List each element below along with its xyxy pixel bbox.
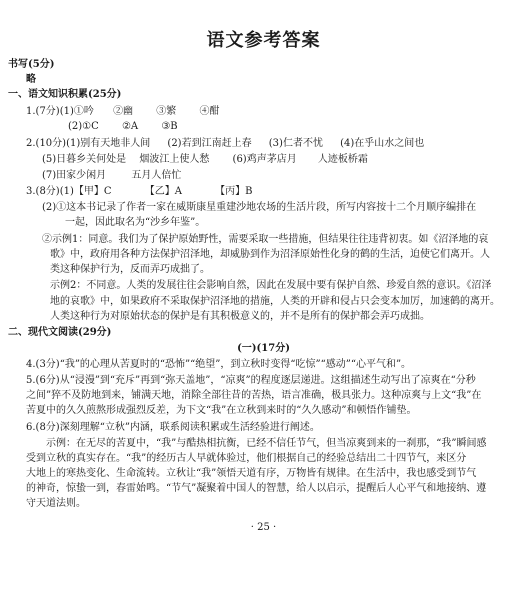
q2-answer: 五月人倍忙 xyxy=(131,170,182,181)
q1-row1 xyxy=(26,105,219,118)
q2-row1 xyxy=(26,137,424,150)
q2-answer: (3)仁者不忧 xyxy=(268,138,323,149)
page-number: · 25 · xyxy=(250,522,277,533)
q2-row2 xyxy=(42,153,368,166)
q2-answer: (7)田家少闲月 xyxy=(42,170,107,181)
paragraph-line: 示例2：不同意。人类的发展往往会影响自然，因此在发展中要有保护自然、珍爱自然的意识。《沼泽 xyxy=(50,280,492,291)
q2-answer: (2)若到江南赶上春 xyxy=(167,138,252,149)
paragraph-line: (2)①这本书记录了作者一家在威斯康星重建沙地农场的生活片段，所写内容按十二个月顺序编排在 xyxy=(42,202,477,213)
writing-heading: 书写(5分) xyxy=(8,59,55,70)
q2-answer: (6)鸡声茅店月 xyxy=(232,154,297,165)
paragraph-line: 人类这种行为对原始状态的保护是有其积极意义的，并不是所有的保护都会弄巧成拙。 xyxy=(50,311,430,322)
q2-answer: 人迹板桥霜 xyxy=(317,154,368,165)
paragraph-line: 大地上的寒热变化、生命流转。立秋让“我”领悟天道有序，万物皆有规律。在生活中，我也感受到节气 xyxy=(26,468,477,479)
q1-option: ③B xyxy=(161,121,178,132)
paragraph-line: 之间”猝不及防地到来，铺满天地，消除全部往昔的苦热，语言准确，极具张力。这种凉爽与上文“我”在 xyxy=(26,390,482,401)
q4-answer: 4.(3分)“我”的心理从苦夏时的“恐怖”“绝望”，到立秋时变得“吃惊”“感动”“心平气和”。 xyxy=(26,359,412,370)
paragraph-line: 守天道法则。 xyxy=(26,498,86,509)
q1-option: ④酣 xyxy=(199,106,220,117)
page-title: 语文参考答案 xyxy=(206,30,321,51)
paragraph-line: 一起，因此取名为“沙乡年鉴”。 xyxy=(65,217,206,228)
q1-row2 xyxy=(68,120,178,133)
paragraph-line: 受到立秋的真实存在。“我”的经历古人早就体验过，他们根据自己的经验总结出二十四节气，来区分 xyxy=(26,453,467,464)
paragraph-line: 6.(8分)深刻理解“立秋”内涵，联系阅读积累或生活经验进行阐述。 xyxy=(26,422,320,433)
paragraph-line: 5.(6分)从“浸漫”到“充斥”再到“弥天盖地”，“凉爽”的程度逐层递进。这组描述生动写出了凉爽在“分秒 xyxy=(26,375,476,386)
q1-option: ②幽 xyxy=(113,106,134,117)
writing-note: 略 xyxy=(26,74,36,85)
section1-heading: 一、语文知识积累(25分) xyxy=(8,89,122,100)
q1-option: (2)①C xyxy=(68,121,99,132)
q2-answer: (5)日暮乡关何处是 xyxy=(42,154,127,165)
subsection-heading: (一)(17分) xyxy=(237,343,290,354)
paragraph-line: 的神奇，惊蛰一到，春雷始鸣。“节气”凝聚着中国人的智慧，给人以启示，提醒后人心平气和地接纳、遵 xyxy=(26,483,487,494)
q1-option: ③繁 xyxy=(156,106,177,117)
q2-row3 xyxy=(42,169,181,182)
paragraph-line: 类这种保护行为，反而弄巧成拙了。 xyxy=(50,264,210,275)
paragraph-line: 苦夏中的久久煎熬形成强烈反差，为下文“我”在立秋到来时的“久久感动”和顿悟作铺垫。 xyxy=(26,405,417,416)
paragraph-line: 地的哀歌》中，如果政府不采取保护沼泽地的措施，人类的开辟和侵占只会变本加厉，加速鹤的离开。 xyxy=(50,296,500,307)
q1-label: 1.(7分)(1)①吟 xyxy=(26,106,94,117)
q3-row1 xyxy=(26,185,253,198)
q2-label: 2.(10分)(1)别有天地非人间 xyxy=(26,138,151,149)
section2-heading: 二、现代文阅读(29分) xyxy=(8,327,112,338)
paragraph-line: ②示例1：同意。我们为了保护原始野性，需要采取一些措施，但结果往往违背初衷。如《沼泽地的哀 xyxy=(42,234,489,245)
q1-option: ②A xyxy=(121,121,139,132)
q3-option: 【乙】A xyxy=(144,186,182,197)
q2-answer: 烟波江上使人愁 xyxy=(139,154,210,165)
q2-answer: (4)在乎山水之间也 xyxy=(340,138,425,149)
q3-option: 【丙】B xyxy=(215,186,253,197)
paragraph-line: 歌》中，政府用各种方法保护沼泽地，却威胁到作为沼泽原始性化身的鹤的生活，迫使它们离开。人 xyxy=(50,249,490,260)
paragraph-line: 示例：在无尽的苦夏中，“我”与酷热相抗衡，已经不信任节气，但当凉爽到来的一刹那，“我”瞬间感 xyxy=(46,438,487,449)
q3-label: 3.(8分)(1)【甲】C xyxy=(26,186,112,197)
